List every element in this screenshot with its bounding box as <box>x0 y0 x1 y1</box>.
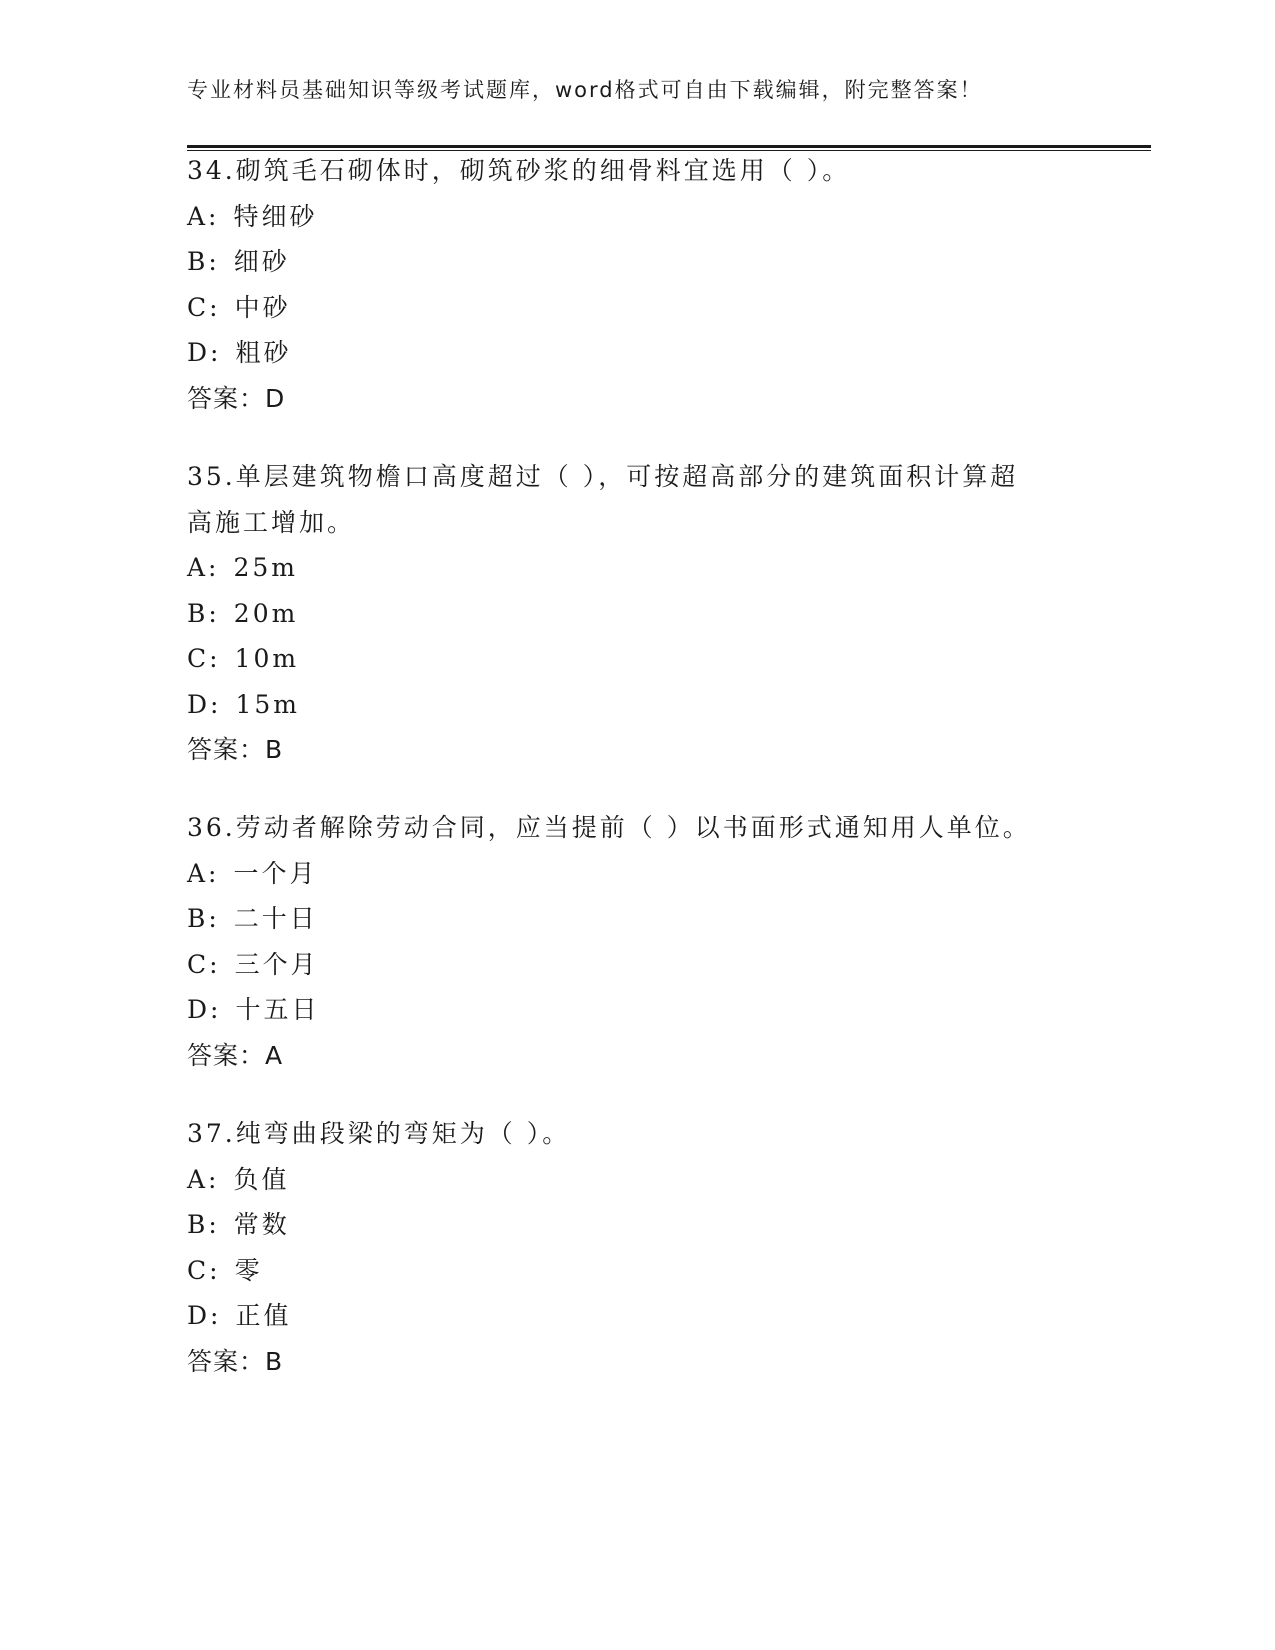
option-letter: B: <box>187 247 220 276</box>
option-d <box>187 330 1087 376</box>
question-stem: 36.劳动者解除劳动合同，应当提前（ ）以书面形式通知用人单位。 <box>187 813 1031 842</box>
option-c <box>187 942 1087 988</box>
option-a <box>187 1157 1087 1203</box>
question-stem: 34.砌筑毛石砌体时，砌筑砂浆的细骨料宜选用（ ）。 <box>187 156 851 185</box>
option-letter: A: <box>187 201 220 231</box>
option-text: 零 <box>234 1255 263 1285</box>
option-letter: A: <box>187 553 220 582</box>
option-text: 常数 <box>233 1210 290 1239</box>
option-letter: B: <box>187 1210 220 1239</box>
option-text: 中砂 <box>234 292 291 322</box>
option-letter: D: <box>187 689 222 719</box>
option-text: 二十日 <box>233 904 318 933</box>
option-letter: C: <box>187 949 221 979</box>
option-text: 10m <box>234 644 300 673</box>
option-text: 一个月 <box>233 858 318 888</box>
answer-line: 答案：B <box>187 735 284 764</box>
question-37 <box>187 1111 1087 1384</box>
option-d <box>187 987 1087 1033</box>
option-letter: A: <box>187 858 220 888</box>
option-text: 正值 <box>235 1301 292 1330</box>
option-letter: D: <box>187 1301 222 1330</box>
option-text: 25m <box>233 553 299 582</box>
option-letter: A: <box>187 1164 220 1194</box>
option-d <box>187 1293 1087 1339</box>
option-letter: D: <box>187 995 222 1024</box>
option-letter: C: <box>187 1255 221 1285</box>
header-text: 专业材料员基础知识等级考试题库，word格式可自由下载编辑，附完整答案！ <box>187 78 983 102</box>
option-b <box>187 1202 1087 1248</box>
option-text: 20m <box>233 598 299 628</box>
question-36 <box>187 805 1087 1078</box>
option-letter: D: <box>187 338 222 367</box>
question-stem: 37.纯弯曲段梁的弯矩为（ ）。 <box>187 1119 571 1148</box>
question-35 <box>187 454 1087 773</box>
option-letter: B: <box>187 904 220 933</box>
option-letter: B: <box>187 598 220 628</box>
option-c <box>187 636 1087 682</box>
option-text: 十五日 <box>235 995 320 1024</box>
question-stem-continued: 高施工增加。 <box>187 507 356 537</box>
option-text: 负值 <box>233 1164 290 1194</box>
option-c <box>187 1248 1087 1294</box>
option-d <box>187 682 1087 728</box>
answer-line: 答案：A <box>187 1040 284 1070</box>
option-text: 15m <box>235 689 300 719</box>
question-stem: 35.单层建筑物檐口高度超过（ ），可按超高部分的建筑面积计算超 <box>187 462 1019 491</box>
option-c <box>187 285 1087 331</box>
answer-line: 答案：B <box>187 1346 284 1376</box>
option-a <box>187 851 1087 897</box>
option-text: 粗砂 <box>235 338 292 367</box>
option-text: 细砂 <box>233 247 290 276</box>
option-letter: C: <box>187 644 221 673</box>
option-b <box>187 239 1087 285</box>
option-b <box>187 896 1087 942</box>
option-letter: C: <box>187 292 221 322</box>
option-b <box>187 591 1087 637</box>
option-a <box>187 545 1087 591</box>
answer-line: 答案：D <box>187 383 286 413</box>
option-a <box>187 194 1087 240</box>
option-text: 三个月 <box>234 949 319 979</box>
option-text: 特细砂 <box>233 201 318 231</box>
question-34 <box>187 148 1087 421</box>
